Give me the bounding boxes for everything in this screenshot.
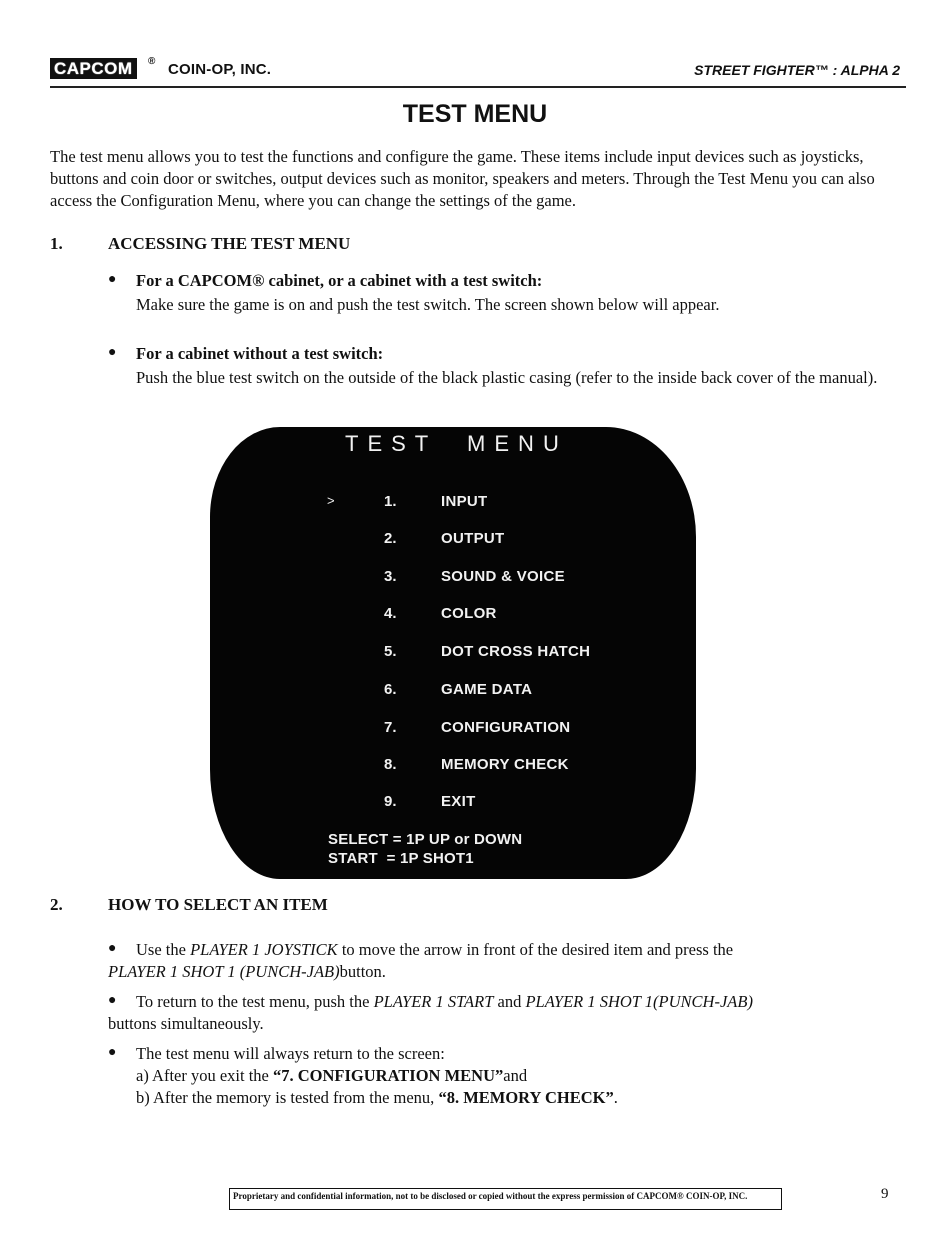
text-run: button. bbox=[339, 962, 386, 981]
menu-item-color bbox=[210, 605, 696, 627]
menu-item-number: 3. bbox=[384, 568, 397, 585]
screen-footer-select: SELECT = 1P UP or DOWN bbox=[328, 831, 523, 848]
text-run: a) After you exit the bbox=[136, 1066, 273, 1085]
control-name: PLAYER 1 SHOT 1(PUNCH-JAB) bbox=[525, 992, 753, 1011]
menu-item-label: INPUT bbox=[441, 493, 488, 510]
menu-item-label: SOUND & VOICE bbox=[441, 568, 565, 585]
menu-reference: “8. MEMORY CHECK” bbox=[438, 1088, 614, 1107]
screen-footer-start: START = 1P SHOT1 bbox=[328, 850, 474, 867]
bullet-title: For a CAPCOM® cabinet, or a cabinet with a test switch: bbox=[136, 271, 543, 290]
bullet-icon: ● bbox=[108, 1045, 117, 1060]
menu-item-label: CONFIGURATION bbox=[441, 719, 571, 736]
control-name: PLAYER 1 JOYSTICK bbox=[190, 940, 338, 959]
menu-item-number: 1. bbox=[384, 493, 397, 510]
section-number: 1. bbox=[50, 234, 63, 253]
menu-item-number: 4. bbox=[384, 605, 397, 622]
menu-item-number: 8. bbox=[384, 756, 397, 773]
bullet-icon: ● bbox=[108, 272, 117, 287]
bullet-icon: ● bbox=[108, 345, 117, 360]
company-name: COIN-OP, INC. bbox=[168, 61, 272, 78]
text-run: to move the arrow in front of the desired item and press the bbox=[337, 940, 734, 959]
bullet-text: Push the blue test switch on the outside of the black plastic casing (refer to the inside back cover of the manual). bbox=[136, 368, 878, 387]
capcom-logo: CAPCOM bbox=[50, 58, 137, 79]
section-number: 2. bbox=[50, 895, 63, 914]
menu-item-label: COLOR bbox=[441, 605, 497, 622]
menu-item-label: OUTPUT bbox=[441, 530, 505, 547]
text-run: and bbox=[503, 1066, 528, 1085]
page-number: 9 bbox=[881, 1186, 889, 1202]
screen-title: TEST MENU bbox=[345, 431, 568, 456]
test-menu-screen bbox=[210, 427, 696, 879]
bullet-line: buttons simultaneously. bbox=[108, 1014, 264, 1033]
page-header bbox=[50, 56, 906, 88]
menu-item-exit bbox=[210, 793, 696, 815]
menu-item-game-data bbox=[210, 681, 696, 703]
control-name: PLAYER 1 START bbox=[373, 992, 494, 1011]
control-name: PLAYER 1 SHOT 1 (PUNCH-JAB) bbox=[108, 962, 340, 981]
intro-paragraph: The test menu allows you to test the functions and configure the game. These items include input devices such as joysticks, buttons and coin door or switches, output devices such as monitor, speakers and meters. Through the Test Menu you can also access the Configuration Menu, where you can change the settings of the game. bbox=[50, 147, 875, 210]
bullet-icon: ● bbox=[108, 993, 117, 1008]
registered-mark: ® bbox=[148, 56, 156, 67]
bullet-return-menu bbox=[108, 991, 898, 1035]
text-run: b) After the memory is tested from the menu, bbox=[136, 1088, 439, 1107]
menu-item-memory-check bbox=[210, 756, 696, 778]
menu-item-sound-voice bbox=[210, 568, 696, 590]
bullet-select-item bbox=[108, 939, 898, 983]
menu-item-number: 7. bbox=[384, 719, 397, 736]
menu-item-configuration bbox=[210, 719, 696, 741]
bullet-always-return bbox=[108, 1043, 898, 1109]
text-run: To return to the test menu, push the bbox=[136, 992, 374, 1011]
bullet-line bbox=[108, 961, 898, 983]
menu-item-number: 2. bbox=[384, 530, 397, 547]
bullet-text: Make sure the game is on and push the test switch. The screen shown below will appear. bbox=[136, 295, 720, 314]
menu-item-dot-cross-hatch bbox=[210, 643, 696, 665]
menu-item-label: DOT CROSS HATCH bbox=[441, 643, 591, 660]
menu-item-label: EXIT bbox=[441, 793, 476, 810]
bullet-line: The test menu will always return to the screen: bbox=[136, 1044, 445, 1063]
menu-reference: “7. CONFIGURATION MENU” bbox=[273, 1066, 504, 1085]
section-title: ACCESSING THE TEST MENU bbox=[108, 234, 351, 253]
menu-item-number: 9. bbox=[384, 793, 397, 810]
menu-item-number: 5. bbox=[384, 643, 397, 660]
page-title: TEST MENU bbox=[402, 100, 548, 128]
selector-arrow-icon: > bbox=[327, 493, 335, 508]
menu-item-label: MEMORY CHECK bbox=[441, 756, 569, 773]
sub-item-a bbox=[108, 1065, 898, 1087]
text-run: and bbox=[493, 992, 526, 1011]
menu-item-number: 6. bbox=[384, 681, 397, 698]
section-title: HOW TO SELECT AN ITEM bbox=[108, 895, 328, 914]
bullet-icon: ● bbox=[108, 941, 117, 956]
product-name: STREET FIGHTER™ : ALPHA 2 bbox=[694, 62, 900, 78]
bullet-line bbox=[108, 939, 898, 961]
text-run: Use the bbox=[136, 940, 191, 959]
menu-item-output bbox=[210, 530, 696, 552]
bullet-line bbox=[108, 991, 898, 1013]
menu-item-input bbox=[210, 493, 696, 515]
confidentiality-notice: Proprietary and confidential information, not to be disclosed or copied without the express permission of CAPCOM® COIN-OP, INC. bbox=[229, 1188, 782, 1210]
bullet-title: For a cabinet without a test switch: bbox=[136, 344, 384, 363]
menu-item-label: GAME DATA bbox=[441, 681, 533, 698]
sub-item-b bbox=[108, 1087, 898, 1109]
text-run: . bbox=[613, 1088, 618, 1107]
